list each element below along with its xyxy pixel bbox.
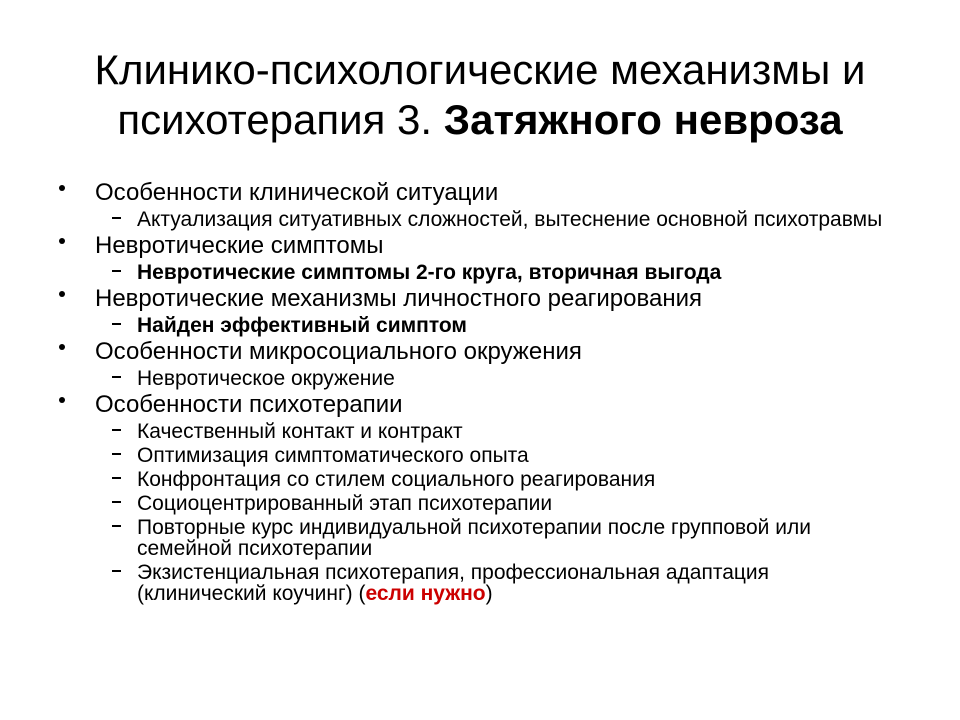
dash-icon bbox=[112, 376, 121, 378]
sub-bullet-item bbox=[0, 262, 960, 283]
title-bold-part: Затяжного невроза bbox=[443, 96, 843, 143]
title-line-1: Клинико-психологические механизмы и bbox=[94, 46, 866, 93]
sub-bullet-item bbox=[0, 562, 960, 604]
sub-bullet-text: Найден эффективный симптом bbox=[137, 314, 467, 337]
bullet-text: Особенности клинической ситуации bbox=[95, 179, 499, 206]
sub-bullet-text-line-2: семейной психотерапии bbox=[137, 537, 373, 560]
sub-bullet-text: Актуализация ситуативных сложностей, вытеснение основной психотравмы bbox=[137, 208, 883, 231]
sub-bullet-text: Невротические симптомы 2-го круга, вторичная выгода bbox=[137, 261, 722, 284]
sub-bullet-text: Социоцентрированный этап психотерапии bbox=[137, 492, 553, 515]
sub-bullet-item bbox=[0, 368, 960, 389]
sub-bullet-item bbox=[0, 493, 960, 514]
bullet-item bbox=[0, 180, 960, 206]
bullet-icon bbox=[59, 397, 65, 403]
bullet-item bbox=[0, 286, 960, 312]
sub-bullet-text: Качественный контакт и контракт bbox=[137, 420, 463, 443]
sub-bullet-item bbox=[0, 315, 960, 336]
dash-icon bbox=[112, 477, 121, 479]
sub-bullet-item bbox=[0, 421, 960, 442]
bullet-text: Особенности микросоциального окружения bbox=[95, 338, 582, 365]
bullet-item bbox=[0, 233, 960, 259]
bullet-item bbox=[0, 392, 960, 418]
sub-bullet-text-after: ) bbox=[485, 582, 493, 605]
highlight-text: если нужно bbox=[365, 582, 486, 605]
dash-icon bbox=[112, 429, 121, 431]
title-line-2 bbox=[0, 95, 960, 145]
sub-bullet-item bbox=[0, 445, 960, 466]
sub-bullet-text: Оптимизация симптоматического опыта bbox=[137, 444, 529, 467]
slide-title bbox=[0, 45, 960, 145]
dash-icon bbox=[112, 270, 121, 272]
dash-icon bbox=[112, 501, 121, 503]
dash-icon bbox=[112, 217, 121, 219]
dash-icon bbox=[112, 525, 121, 527]
dash-icon bbox=[112, 453, 121, 455]
sub-bullet-text-line-1: Повторные курс индивидуальной психотерапии после групповой или bbox=[137, 516, 811, 539]
bullet-icon bbox=[59, 238, 65, 244]
sub-bullet-text-before: (клинический коучинг) ( bbox=[137, 582, 366, 605]
bullet-text: Особенности психотерапии bbox=[95, 391, 403, 418]
bullet-item bbox=[0, 339, 960, 365]
sub-bullet-item bbox=[0, 517, 960, 559]
bullet-list bbox=[0, 177, 960, 604]
sub-bullet-text-line-2 bbox=[137, 583, 960, 604]
bullet-text: Невротические симптомы bbox=[95, 232, 384, 259]
bullet-icon bbox=[59, 291, 65, 297]
dash-icon bbox=[112, 323, 121, 325]
sub-bullet-item bbox=[0, 469, 960, 490]
dash-icon bbox=[112, 570, 121, 572]
sub-bullet-text-line-1: Экзистенциальная психотерапия, профессиональная адаптация bbox=[137, 561, 770, 584]
bullet-text: Невротические механизмы личностного реагирования bbox=[95, 285, 702, 312]
title-regular-part: психотерапия 3. bbox=[117, 96, 433, 143]
sub-bullet-text: Конфронтация со стилем социального реагирования bbox=[137, 468, 656, 491]
bullet-icon bbox=[59, 344, 65, 350]
bullet-icon bbox=[59, 185, 65, 191]
sub-bullet-text: Невротическое окружение bbox=[137, 367, 395, 390]
sub-bullet-item bbox=[0, 209, 960, 230]
